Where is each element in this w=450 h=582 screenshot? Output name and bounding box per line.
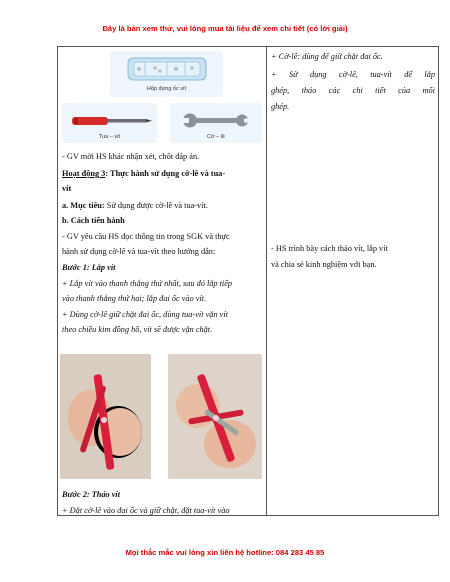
objective-line [62, 200, 208, 211]
teacher-conclusion: - GV mời HS khác nhận xét, chốt đáp án. [62, 152, 200, 161]
step-2-line-1: + Đặt cờ-lê vào đai ốc và giữ chặt, đặt tua-vít vào [62, 506, 230, 515]
hotline-banner: Mọi thắc mắc vui lòng xin liên hệ hotline: 084 283 45 85 [125, 548, 325, 557]
screwdriver-image [62, 103, 157, 143]
hands-assembly-icon [60, 354, 151, 479]
wrench-image [170, 103, 262, 143]
lesson-table [57, 46, 439, 516]
student-column [267, 47, 439, 515]
tool-box-image [110, 51, 223, 97]
step-1-line-1: + Lắp vít vào thanh thẳng thứ nhất, sau đó lắp tiếp [62, 279, 233, 288]
activity-3-label: Hoạt động 3 [62, 169, 106, 178]
objective-text: Sử dụng được cờ-lê và tua-vít. [104, 201, 208, 210]
wrench-usage-note: + Cờ-lê: dùng để giữ chặt đai ốc. [271, 52, 383, 61]
student-present-line-1: - HS trình bày cách tháo vít, lắp vít [271, 244, 388, 253]
tool-usage-line-1: + Sử dụng cờ-lê, tua-vít để lắp [271, 70, 435, 79]
step-2-heading: Bước 2: Tháo vít [62, 490, 121, 499]
preview-banner: Đây là bản xem thử, vui lòng mua tài liệu để xem chi tiết (có lời giải) [102, 24, 348, 33]
instruction-line-1: - GV yêu cầu HS đọc thông tin trong SGK và thực [62, 232, 230, 241]
activity-3-heading [62, 168, 225, 179]
step-1-line-3: + Dùng cờ-lê giữ chặt đai ốc, dùng tua-vít vặn vít [62, 310, 228, 319]
tool-usage-line-2: ghép, tháo các chi tiết của mối [271, 86, 435, 95]
tool-usage-line-3: ghép. [271, 102, 290, 111]
screwdriver-icon [62, 103, 157, 133]
wrench-caption: Cờ – lê [207, 134, 225, 140]
tool-box-caption: Hộp đựng ốc vít [146, 86, 187, 92]
student-present-line-2: và chia sẻ kinh nghiệm với bạn. [271, 260, 377, 269]
photo-assembling-screw [60, 354, 151, 479]
activity-3-title: : Thực hành sử dụng cờ-lê và tua- [105, 169, 226, 178]
step-1-line-4: theo chiều kim đồng hồ, vít sẽ được vặn chặt. [62, 325, 213, 334]
activity-3-title-cont: vít [62, 184, 72, 193]
procedure-heading: b. Cách tiến hành [62, 216, 125, 225]
teacher-column [58, 47, 266, 515]
objective-label: a. Mục tiêu: [62, 201, 105, 210]
hands-tightening-icon [168, 354, 262, 479]
wrench-icon [170, 103, 262, 133]
step-1-heading: Bước 1: Lắp vít [62, 263, 116, 272]
photo-tightening-screw [168, 354, 262, 479]
screwdriver-caption: Tua – vít [98, 134, 121, 140]
step-1-line-2: vào thanh thẳng thứ hai; lắp đai ốc vào vít. [62, 294, 207, 303]
instruction-line-2: hành sử dụng cờ-lê và tua-vít theo hướng dẫn: [62, 247, 216, 256]
